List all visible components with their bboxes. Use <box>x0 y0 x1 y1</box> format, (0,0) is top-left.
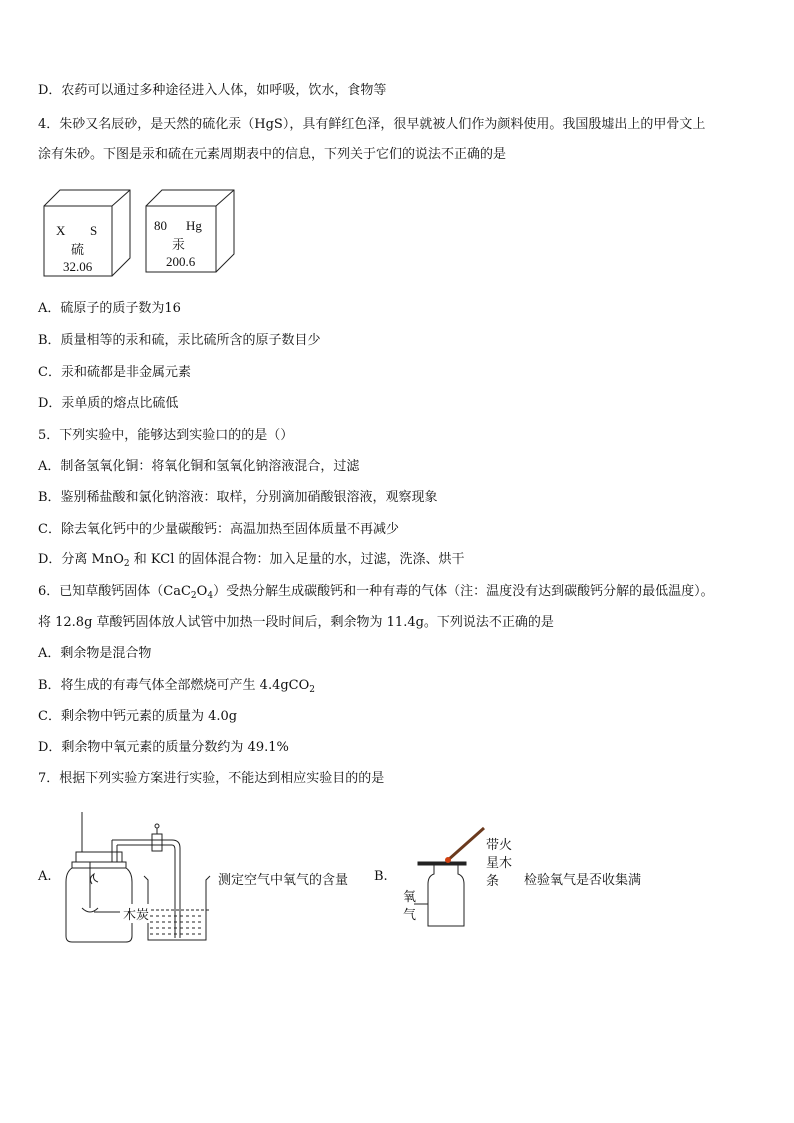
q7-option-b-caption: 检验氧气是否收集满 <box>524 873 642 888</box>
sulfur-number: X <box>56 223 66 238</box>
q7-option-a-charcoal-label: 木炭 <box>122 904 150 923</box>
q5-option-d-sub: 2 <box>123 559 130 569</box>
mercury-number: 80 <box>154 218 167 233</box>
q5-stem: 5．下列实验中，能够达到实验口的的是（） <box>38 428 294 443</box>
q6-option-b-pre: B．将生成的有毒气体全部燃烧可产生 4.4gCO <box>38 678 310 693</box>
q7-option-a-letter: A. <box>38 869 52 884</box>
q6-stem-pre: 6．已知草酸钙固体（CaC <box>38 584 191 599</box>
q3-option-d: D．农药可以通过多种途径进入人体，如呼吸，饮水，食物等 <box>38 83 387 98</box>
q7-option-b-splint-label-3: 条 <box>486 874 500 889</box>
q5-option-c: C．除去氧化钙中的少量碳酸钙：高温加热至固体质量不再减少 <box>38 522 399 537</box>
q4-option-b: B．质量相等的汞和硫，汞比硫所含的原子数目少 <box>38 333 321 348</box>
q6-option-a: A．剩余物是混合物 <box>38 646 152 661</box>
q5-option-a: A．制备氢氧化铜：将氧化铜和氢氧化钠溶液混合，过滤 <box>38 459 360 474</box>
mercury-name: 汞 <box>172 237 186 252</box>
sulfur-symbol: S <box>90 223 98 238</box>
q5-option-b: B．鉴别稀盐酸和氯化钠溶液：取样，分别滴加硝酸银溶液，观察现象 <box>38 490 438 505</box>
q5-option-d-pre: D．分离 MnO <box>38 552 124 567</box>
q6-option-c: C．剩余物中钙元素的质量为 4.0g <box>38 709 238 724</box>
q6-stem-line2: 将 12.8g 草酸钙固体放人试管中加热一段时间后，剩余物为 11.4g。下列说法不正确的是 <box>38 615 554 630</box>
sulfur-name: 硫 <box>71 242 85 257</box>
q4-option-d: D．汞单质的熔点比硫低 <box>38 396 179 411</box>
q7-option-b-gas-label-2: 气 <box>403 908 417 923</box>
q5-option-d-post: 和 KCl 的固体混合物：加入足量的水，过滤，洗涤、烘干 <box>129 552 465 567</box>
element-cards-figure <box>40 186 250 278</box>
q6-stem-mid: O <box>196 584 208 599</box>
q7-option-b-letter: B. <box>374 869 388 884</box>
mercury-symbol: Hg <box>186 218 202 233</box>
mercury-mass: 200.6 <box>166 254 196 269</box>
q6-option-d: D．剩余物中氧元素的质量分数约为 49.1% <box>38 740 289 755</box>
q4-stem-line2: 涂有朱砂。下图是汞和硫在元素周期表中的信息，下列关于它们的说法不正确的是 <box>38 147 507 162</box>
q7-option-a-caption: 测定空气中氧气的含量 <box>218 873 349 888</box>
q7-option-b-splint-label-2: 星木 <box>486 856 513 871</box>
q5-option-d <box>38 551 465 573</box>
q6-option-b <box>38 677 315 699</box>
q4-option-c: C．汞和硫都是非金属元素 <box>38 365 191 380</box>
q4-stem-line1: 4．朱砂又名辰砂，是天然的硫化汞（HgS），具有鲜红色泽，很早就被人们作为颜料使用。我国殷墟出上的甲骨文上 <box>38 117 706 132</box>
q7-apparatus-a <box>60 800 220 950</box>
oxygen-content-apparatus-drawing <box>60 800 220 950</box>
q6-stem-post: ）受热分解生成碳酸钙和一种有毒的气体（注：温度没有达到碳酸钙分解的最低温度）。 <box>213 584 714 599</box>
q6-option-b-sub: 2 <box>309 685 316 695</box>
q4-option-a: A．硫原子的质子数为16 <box>38 301 181 316</box>
q6-stem-sub2: 4 <box>207 591 214 601</box>
q7-option-b-gas-label-1: 氧 <box>403 890 417 905</box>
q7-stem: 7．根据下列实验方案进行实验，不能达到相应实验目的的是 <box>38 771 385 786</box>
q6-stem-sub1: 2 <box>190 591 197 601</box>
q7-option-b-splint-label-1: 带火 <box>486 838 513 853</box>
q6-stem-line1 <box>38 583 714 605</box>
sulfur-mass: 32.06 <box>63 259 93 274</box>
